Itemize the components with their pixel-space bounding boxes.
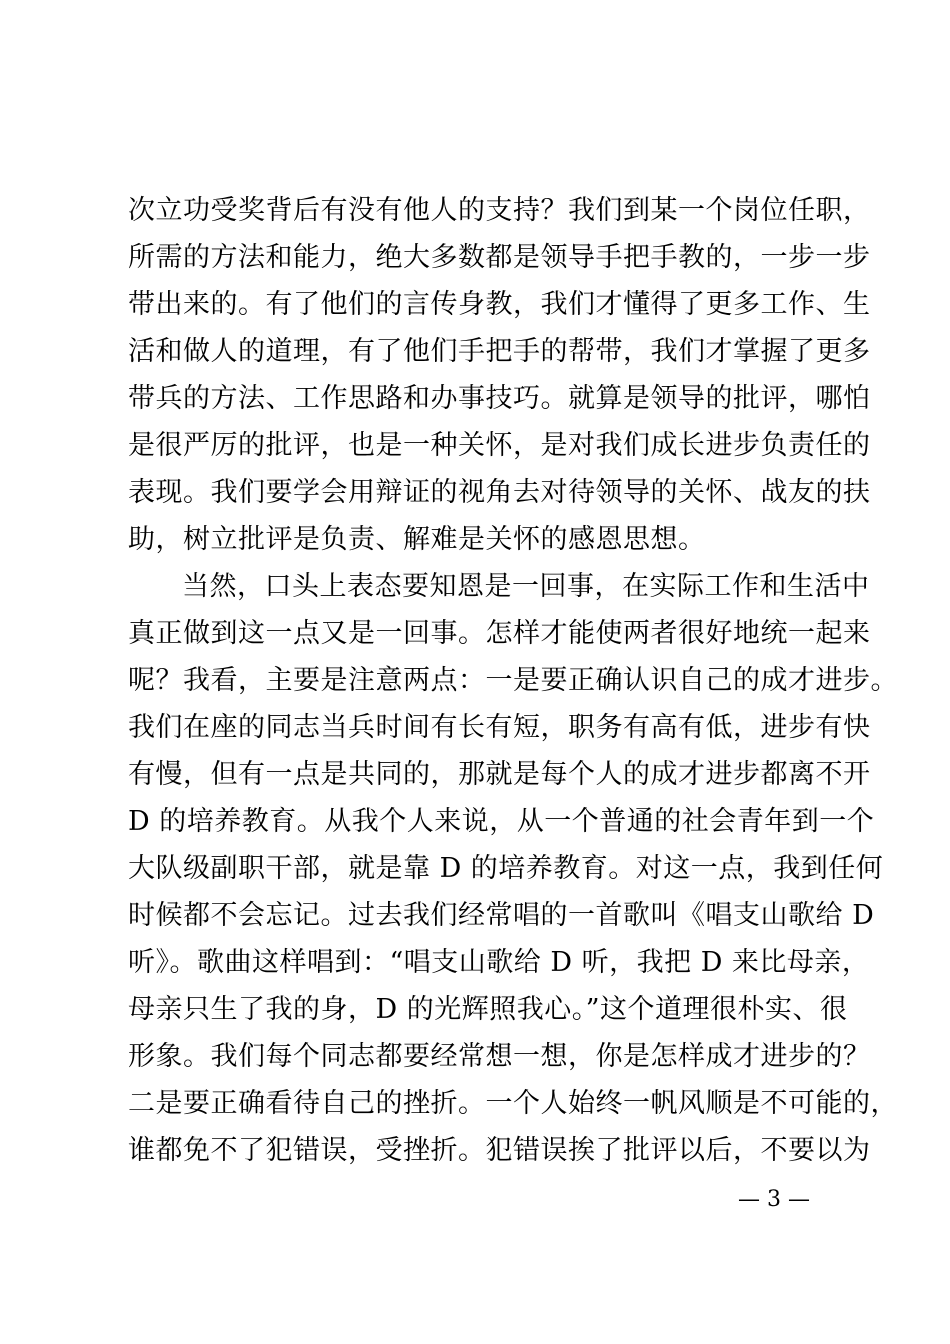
paragraph-1-line-5: 带兵的方法、工作思路和办事技巧。就算是领导的批评，哪怕 bbox=[128, 383, 871, 414]
paragraph-1-line-4: 活和做人的道理，有了他们手把手的帮带，我们才掌握了更多 bbox=[128, 336, 871, 367]
paragraph-2-line-12: 二是要正确看待自己的挫折。一个人始终一帆风顺是不可能的， bbox=[128, 1088, 898, 1119]
body-text bbox=[128, 187, 898, 1174]
paragraph-1-line-8: 助，树立批评是负责、解难是关怀的感恩思想。 bbox=[128, 524, 706, 555]
paragraph-1-line-3: 带出来的。有了他们的言传身教，我们才懂得了更多工作、生 bbox=[128, 289, 871, 320]
paragraph-2-line-9: 听》。歌曲这样唱到：“唱支山歌给 D 听，我把 D 来比母亲， bbox=[128, 947, 870, 978]
paragraph-1-line-7: 表现。我们要学会用辩证的视角去对待领导的关怀、战友的扶 bbox=[128, 477, 871, 508]
paragraph-2-line-2: 真正做到这一点又是一回事。怎样才能使两者很好地统一起来 bbox=[128, 618, 871, 649]
paragraph-2-line-8: 时候都不会忘记。过去我们经常唱的一首歌叫《唱支山歌给 D bbox=[128, 900, 875, 931]
paragraph-2-line-7: 大队级副职干部，就是靠 D 的培养教育。对这一点，我到任何 bbox=[128, 853, 884, 884]
page-number: — 3 — bbox=[738, 1187, 810, 1212]
paragraph-2-line-3: 呢？我看，主要是注意两点：一是要正确认识自己的成才进步。 bbox=[128, 665, 898, 696]
paragraph-2-line-13: 谁都免不了犯错误，受挫折。犯错误挨了批评以后，不要以为 bbox=[128, 1135, 871, 1166]
paragraph-2-line-6: D 的培养教育。从我个人来说，从一个普通的社会青年到一个 bbox=[128, 806, 875, 837]
paragraph-1-line-1: 次立功受奖背后有没有他人的支持？我们到某一个岗位任职， bbox=[128, 195, 871, 226]
paragraph-2-line-10: 母亲只生了我的身，D 的光辉照我心。”这个道理很朴实、很 bbox=[128, 994, 848, 1025]
paragraph-2-line-11: 形象。我们每个同志都要经常想一想，你是怎样成才进步的？ bbox=[128, 1041, 871, 1072]
paragraph-2-line-1: 当然，口头上表态要知恩是一回事，在实际工作和生活中 bbox=[182, 571, 870, 602]
paragraph-2-line-5: 有慢，但有一点是共同的，那就是每个人的成才进步都离不开 bbox=[128, 759, 871, 790]
paragraph-1-line-6: 是很严厉的批评，也是一种关怀，是对我们成长进步负责任的 bbox=[128, 430, 871, 461]
paragraph-2-line-4: 我们在座的同志当兵时间有长有短，职务有高有低，进步有快 bbox=[128, 712, 871, 743]
paragraph-1-line-2: 所需的方法和能力，绝大多数都是领导手把手教的，一步一步 bbox=[128, 242, 871, 273]
